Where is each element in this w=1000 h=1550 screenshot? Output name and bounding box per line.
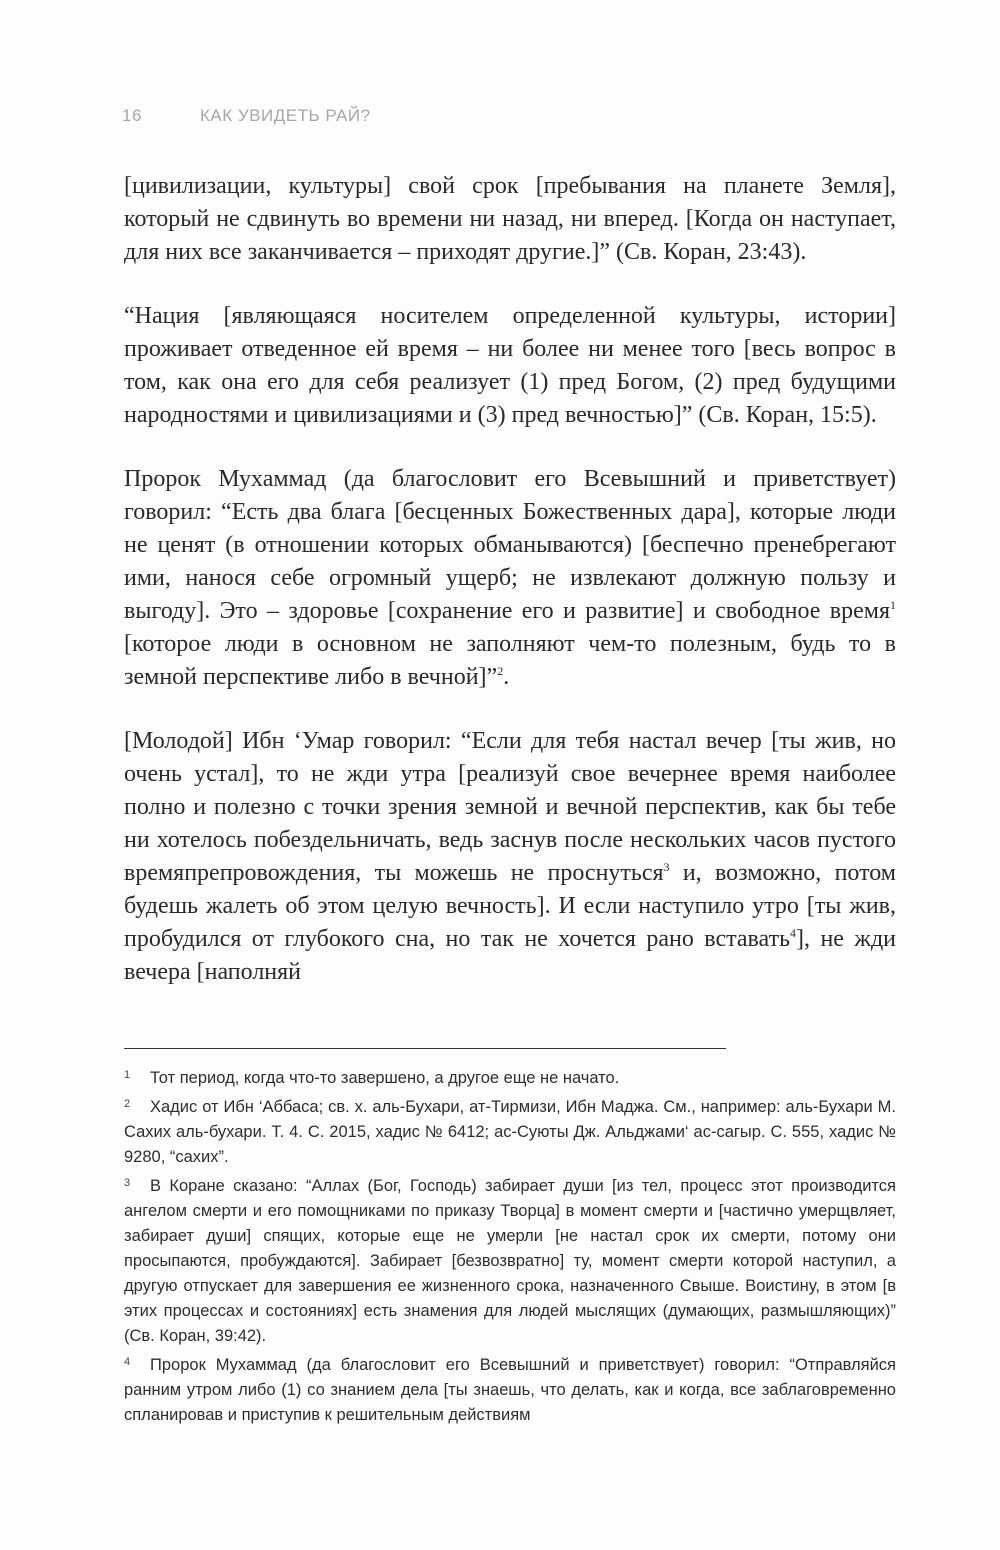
footnote-text: Пророк Мухаммад (да благословит его Всевышний и приветствует) говорил: “Отправляйся ранним утром либо (1) со знанием дела [ты знаешь, что делать, как и когда, все заблаговременно спланировав и приступив к решительным действиям xyxy=(124,1356,896,1424)
footnote-3: 3 В Коране сказано: “Аллах (Бог, Господь) забирает души [из тел, процесс этот производится ангелом смерти и его помощниками по приказу Творца] в момент смерти и [частично умерщвляет, забирает души] спящих, которые еще не умерли [не настал срок их смерти, потому они просыпаются, пробуждаются]. Забирает [безвозвратно] ту, момент смерти которой наступил, а другую отпускает для завершения ее жизненного срока, назначенного Свыше. Воистину, в этом [в этих процессах и состояниях] есть знамения для людей мыслящих (думающих, размышляющих)” (Св. Коран, 39:42). xyxy=(124,1177,896,1345)
paragraph-4-text-b: и, возможно, потом будешь жалеть об этом целую вечность]. И если наступило утро [ты жив, пробудился от глубокого сна, но так не хочется рано вставать xyxy=(124,860,896,952)
footnote-ref-2[interactable]: 2 xyxy=(497,664,504,678)
footnote-ref-1[interactable]: 1 xyxy=(890,598,896,612)
footnote-1: 1 Тот период, когда что-то завершено, а другое еще не начато. xyxy=(124,1069,620,1087)
footnote-divider xyxy=(124,1048,726,1049)
paragraph-4-text-c: ], не жди вечера [наполняй xyxy=(124,926,897,985)
footnotes xyxy=(124,1066,896,1432)
footnote-text: Хадис от Ибн ‘Аббаса; св. х. аль-Бухари, ат-Тирмизи, Ибн Маджа. См., например: аль-Бухари М. Сахих аль-бухари. Т. 4. С. 2015, хадис № 6412; ас-Суюты Дж. Альджами‘ ас-сагыр. С. 555, хадис № 9280, “сахих”. xyxy=(124,1098,896,1166)
running-head xyxy=(122,106,371,126)
paragraph-4-text-a: [Молодой] Ибн ‘Умар говорил: “Если для тебя настал вечер [ты жив, но очень устал], то не жди утра [реализуй свое вечернее время наиболее полно и полезно с точки зрения земной и вечной перспектив, как бы тебе ни хотелось побездельничать, ведь заснув после нескольких часов пустого времяпрепровождения, ты можешь не проснуться xyxy=(124,728,896,886)
footnote-text: Тот период, когда что-то завершено, а другое еще не начато. xyxy=(150,1069,620,1087)
paragraph-3 xyxy=(124,463,896,694)
footnote-text: В Коране сказано: “Аллах (Бог, Господь) забирает души [из тел, процесс этот производится ангелом смерти и его помощниками по приказу Творца] в момент смерти и [частично умерщвляет, забирает души] спящих, которые еще не умерли [не настал срок их смерти, потому они просыпаются, пробуждаются]. Забирает [безвозвратно] ту, момент смерти которой наступил, а другую отпускает для завершения ее жизненного срока, назначенного Свыше. Воистину, в этом [в этих процессах и состояниях] есть знамения для людей мыслящих (думающих, размышляющих)” (Св. Коран, 39:42). xyxy=(124,1177,896,1345)
footnote-4: 4 Пророк Мухаммад (да благословит его Всевышний и приветствует) говорил: “Отправляйся ранним утром либо (1) со знанием дела [ты знаешь, что делать, как и когда, все заблаговременно спланировав и приступив к решительным действиям xyxy=(124,1356,896,1424)
paragraph-4 xyxy=(124,725,896,989)
main-text xyxy=(124,170,896,989)
running-title: КАК УВИДЕТЬ РАЙ? xyxy=(200,106,371,125)
paragraph-2: “Нация [являющаяся носителем определенной культуры, истории] проживает отведенное ей время – ни более ни менее того [весь вопрос в том, как она его для себя реализует (1) пред Богом, (2) пред будущими народностями и цивилизациями и (3) пред вечностью]” (Св. Коран, 15:5). xyxy=(124,303,896,428)
paragraph-1: [цивилизации, культуры] свой срок [пребывания на планете Земля], который не сдвинуть во времени ни назад, ни вперед. [Когда он наступает, для них все заканчивается – приходят другие.]” (Св. Коран, 23:43). xyxy=(124,173,896,265)
page-number: 16 xyxy=(122,106,142,125)
footnote-ref-3[interactable]: 3 xyxy=(663,860,670,874)
paragraph-3-text-a: Пророк Мухаммад (да благословит его Всевышний и приветствует) говорил: “Есть два блага [бесценных Божественных дара], которые люди не ценят (в отношении которых обманываются) [беспечно пренебрегают ими, нанося себе огромный ущерб; не извлекают должную пользу и выгоду]. Это – здоровье [сохранение его и развитие] и свободное время xyxy=(124,466,896,624)
paragraph-3-text-b: [которое люди в основном не заполняют чем-то полезным, будь то в земной перспективе либо в вечной]” xyxy=(124,631,896,690)
footnote-ref-4[interactable]: 4 xyxy=(790,926,797,940)
footnote-2: 2 Хадис от Ибн ‘Аббаса; св. х. аль-Бухари, ат-Тирмизи, Ибн Маджа. См., например: аль-Бухари М. Сахих аль-бухари. Т. 4. С. 2015, хадис № 6412; ас-Суюты Дж. Альджами‘ ас-сагыр. С. 555, хадис № 9280, “сахих”. xyxy=(124,1098,896,1166)
paragraph-3-text-c: . xyxy=(503,664,510,690)
